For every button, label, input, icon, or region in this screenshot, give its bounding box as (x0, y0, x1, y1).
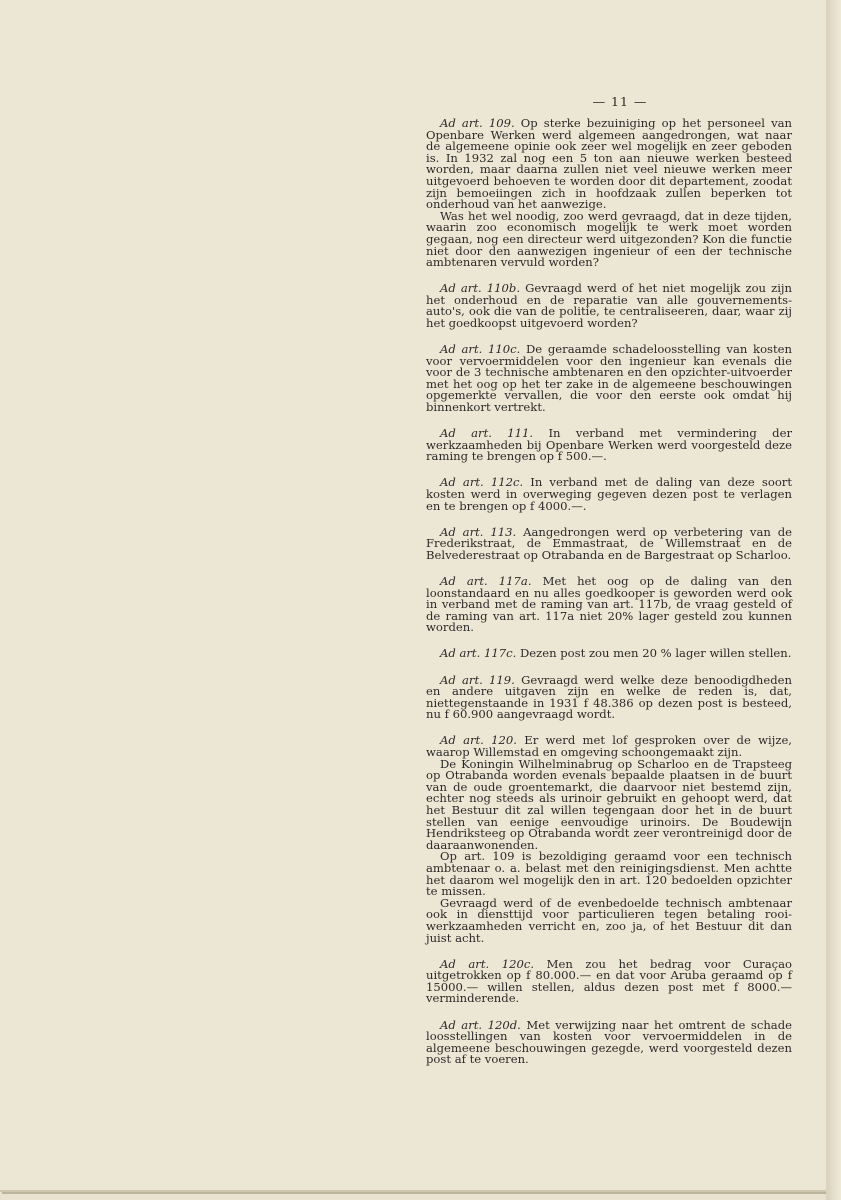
article-label: Ad art. 112c. (440, 475, 524, 490)
paragraph-art-112c (426, 477, 792, 512)
paragraph-art-113 (426, 524, 792, 562)
paragraph-text: De Koningin Wilhelminabrug op Scharloo en de Trapsteeg op Otrabanda worden evenals bepaalde plaatsen in de buurt van de oude groentemarkt, die daarvoor niet bestemd zijn, echter nog steeds als urinoir gebruikt en gehoopt werd, dat het Bestuur dit zal willen tegengaan door het in de buurt stellen van eenige eenvoudige urinoirs. De Boudewijn Hendriksteeg op Otrabanda wordt zeer verontreinigd door de daaraanwonenden. (426, 756, 792, 852)
paragraph-text: Gevraagd werd welke deze benoodigdheden en andere uitgaven zijn en welke de reden is, dat, niettegenstaande in 1931 f 48.386 op dezen post is besteed, nu f 60.900 aangevraagd wordt. (426, 672, 792, 722)
paragraph-text: Op art. 109 is bezoldiging geraamd voor een technisch ambtenaar o. a. belast met den reinigingsdienst. Men achtte het daarom wel mogelijk den in art. 120 bedoelden opzichter te missen. (426, 849, 792, 899)
paragraph-art-109-opzichter (426, 851, 792, 897)
article-label: Ad art. 119. (440, 672, 515, 687)
paragraph-art-119 (426, 672, 792, 722)
paragraph-text: Gevraagd werd of het niet mogelijk zou zijn het onderhoud en de reparatie van alle gouvernements-auto's, ook die van de politie, te centraliseeren, daar, waar zij het goedkoopst uitgevoerd worden? (426, 281, 792, 330)
paragraph-art-120 (426, 735, 792, 758)
paragraph-text: In verband met vermindering der werkzaamheden bij Openbare Werken werd voorgesteld deze raming te brengen op f 500.—. (426, 426, 793, 464)
paragraph-text: Met verwijzing naar het omtrent de schade loosstellingen van kosten voor vervoermiddelen in de algemeene beschouwingen gezegde, werd voorgesteld dezen post af te voeren. (426, 1017, 792, 1067)
paragraph-text: Op sterke bezuiniging op het personeel van Openbare Werken werd algemeen aangedrongen, wat naar de algemeene opinie ook zeer wel mogelijk en zeer geboden is. In 1932 zal nog een 5 ton aan nieuwe werken besteed worden, maar daarna zullen niet veel nieuwe werken meer uitgevoerd behoeven te worden door dit departement, zoodat zijn bemoeiingen zich in hoofdzaak zullen beperken tot onderhoud van het aanwezige. (426, 116, 792, 212)
paragraph-text: Gevraagd werd of de evenbedoelde technisch ambtenaar ook in diensttijd voor particulieren tegen betaling rooi-werkzaamheden verricht en, zoo ja, of het Bestuur dit dan juist acht. (426, 895, 792, 945)
paragraph-text: Dezen post zou men 20 % lager willen stellen. (516, 646, 792, 661)
paragraph-text: Men zou het bedrag voor Curaçao uitgetrokken op f 80.000.— en dat voor Aruba geraamd op f 15000.— willen stellen, aldus dezen post met f 8000.— verminderende. (426, 956, 792, 1006)
paragraph-art-120c (426, 956, 792, 1006)
paragraph-text: Er werd met lof gesproken over de wijze, waarop Willemstad en omgeving schoongemaakt zijn. (426, 733, 792, 760)
article-label: Ad art. 111. (440, 426, 534, 441)
paragraph-art-120d (426, 1017, 792, 1067)
article-label: Ad art. 109. (440, 116, 515, 130)
paragraph-text: In verband met de daling van deze soort kosten werd in overweging gegeven dezen post te verlagen en te brengen op f 4000.—. (426, 475, 792, 513)
paragraph-art-109 (426, 118, 792, 211)
article-label: Ad art. 117c. (440, 646, 517, 661)
paragraph-art-117c (426, 648, 792, 660)
paragraph-wilhelminabrug (426, 756, 792, 852)
page-number: — 11 — (592, 94, 648, 109)
article-label: Ad art. 113. (440, 524, 517, 539)
paragraph-text: De geraamde schadeloosstelling van kosten voor vervoermiddelen voor den ingenieur kan evenals die voor de 3 technische ambtenaren en den opzichter-uitvoerder met het oog op het ter zake in de algemeene beschouwingen opgemerkte vervallen, die voor den eerste ook omdat hij binnenkort vertrekt. (426, 342, 792, 415)
article-label: Ad art. 110b. (440, 281, 520, 296)
paragraph-art-110b (426, 283, 792, 329)
paragraph-directeur (426, 208, 792, 270)
paragraph-art-111 (426, 428, 792, 463)
article-label: Ad art. 110c. (440, 342, 521, 357)
text-column (426, 118, 792, 1066)
paragraph-rooi-werkzaamheden (426, 895, 792, 945)
paragraph-art-117a (426, 576, 792, 634)
paragraph-text: Aangedrongen werd op verbetering van de Frederikstraat, de Emmastraat, de Willemstraat en de Belvederestraat op Otrabanda en de Bargestraat op Scharloo. (426, 524, 792, 562)
article-label: Ad art. 120. (440, 733, 517, 748)
article-label: Ad art. 120d. (440, 1017, 521, 1032)
page-edge (826, 0, 841, 1200)
paragraph-text: Was het wel noodig, zoo werd gevraagd, dat in deze tijden, waarin zoo economisch mogelijk te werk moet worden gegaan, nog een directeur werd uitgezonden? Kon die functie niet door den aanwezigen ingenieur of een der technische ambtenaren vervuld worden? (426, 208, 792, 270)
paragraph-art-110c (426, 344, 792, 414)
paragraph-text: Met het oog op de daling van den loonstandaard en nu alles goedkooper is geworden werd ook in verband met de raming van art. 117b, de vraag gesteld of de raming van art. 117a niet 20% lager gesteld zou kunnen worden. (426, 574, 792, 635)
article-label: Ad art. 120c. (440, 956, 535, 971)
article-label: Ad art. 117a. (440, 574, 532, 588)
